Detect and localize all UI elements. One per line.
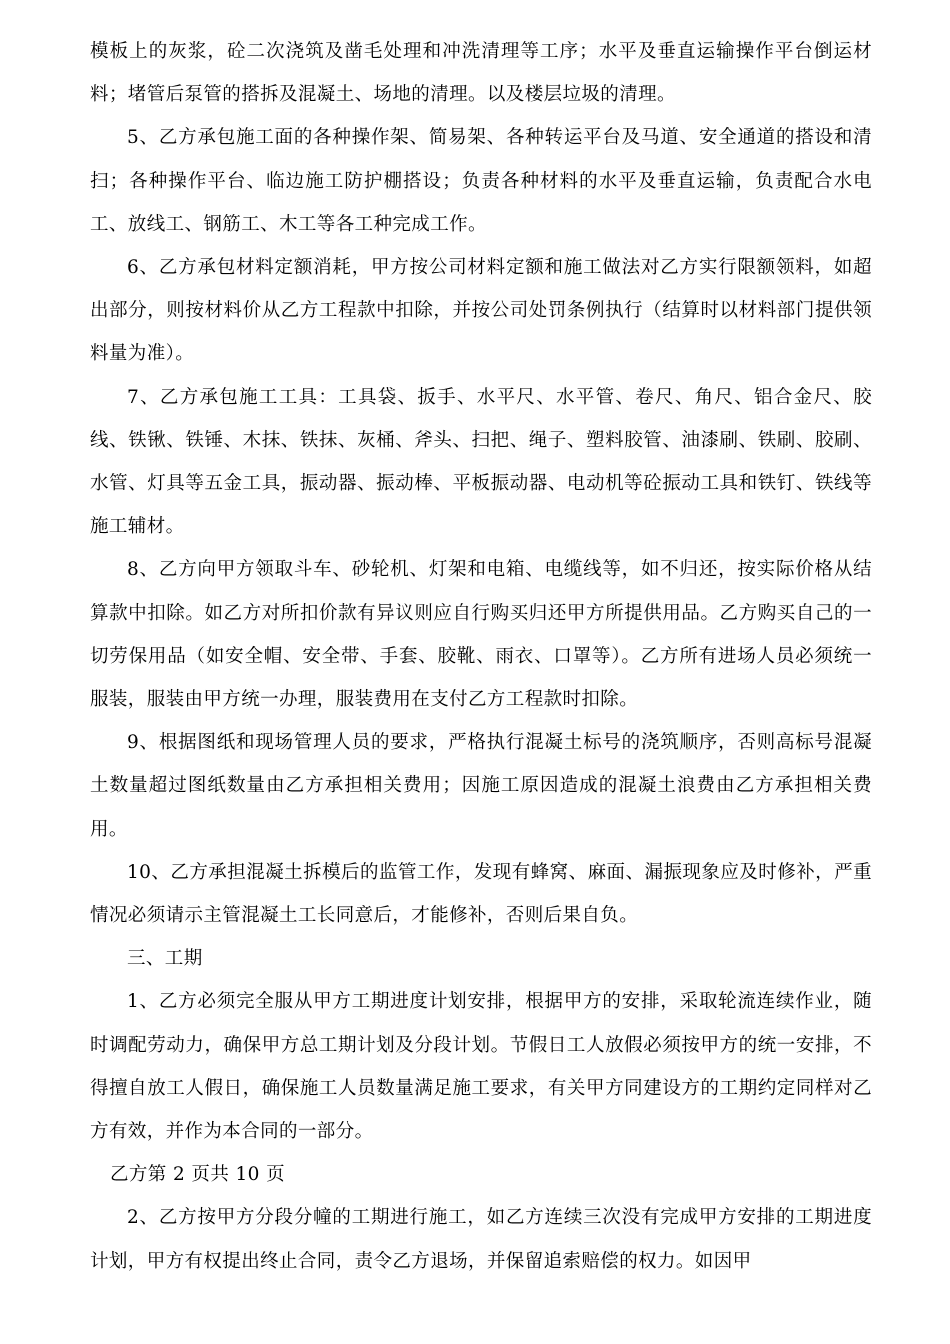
paragraph-clause-6: 6、乙方承包材料定额消耗，甲方按公司材料定额和施工做法对乙方实行限额领料，如超出部分，则按材料价从乙方工程款中扣除，并按公司处罚条例执行（结算时以材料部门提供领料量为准）。 [90,257,872,365]
document-page [90,30,872,1283]
paragraph-clause-8: 8、乙方向甲方领取斗车、砂轮机、灯架和电箱、电缆线等，如不归还，按实际价格从结算款中扣除。如乙方对所扣价款有异议则应自行购买归还甲方所提供用品。乙方购买自己的一切劳保用品（如安全帽、安全带、手套、胶靴、雨衣、口罩等）。乙方所有进场人员必须统一服装，服装由甲方统一办理，服装费用在支付乙方工程款时扣除。 [90,559,872,711]
section-heading-schedule: 三、工期 [127,948,203,970]
page-footer: 乙方第 2 页共 10 页 [110,1164,286,1186]
paragraph-clause-5: 5、乙方承包施工面的各种操作架、简易架、各种转运平台及马道、安全通道的搭设和清扫；各种操作平台、临边施工防护棚搭设；负责各种材料的水平及垂直运输，负责配合水电工、放线工、钢筋工、木工等各工种完成工作。 [90,127,872,235]
paragraph-continuation: 模板上的灰浆，砼二次浇筑及凿毛处理和冲洗清理等工序；水平及垂直运输操作平台倒运材料；堵管后泵管的搭拆及混凝土、场地的清理。以及楼层垃圾的清理。 [90,41,872,106]
paragraph-schedule-2: 2、乙方按甲方分段分幢的工期进行施工，如乙方连续三次没有完成甲方安排的工期进度计划，甲方有权提出终止合同，责令乙方退场，并保留追索赔偿的权力。如因甲 [90,1207,872,1272]
paragraph-clause-9: 9、根据图纸和现场管理人员的要求，严格执行混凝土标号的浇筑顺序，否则高标号混凝土数量超过图纸数量由乙方承担相关费用；因施工原因造成的混凝土浪费由乙方承担相关费用。 [90,732,872,840]
paragraph-schedule-1: 1、乙方必须完全服从甲方工期进度计划安排，根据甲方的安排，采取轮流连续作业，随时调配劳动力，确保甲方总工期计划及分段计划。节假日工人放假必须按甲方的统一安排，不得擅自放工人假日，确保施工人员数量满足施工要求，有关甲方同建设方的工期约定同样对乙方有效，并作为本合同的一部分。 [90,991,872,1143]
paragraph-clause-7: 7、乙方承包施工工具：工具袋、扳手、水平尺、水平管、卷尺、角尺、铝合金尺、胶线、铁锹、铁锤、木抹、铁抹、灰桶、斧头、扫把、绳子、塑料胶管、油漆刷、铁刷、胶刷、水管、灯具等五金工具，振动器、振动棒、平板振动器、电动机等砼振动工具和铁钉、铁线等施工辅材。 [90,386,872,538]
paragraph-clause-10: 10、乙方承担混凝土拆模后的监管工作，发现有蜂窝、麻面、漏振现象应及时修补，严重情况必须请示主管混凝土工长同意后，才能修补，否则后果自负。 [90,861,872,927]
